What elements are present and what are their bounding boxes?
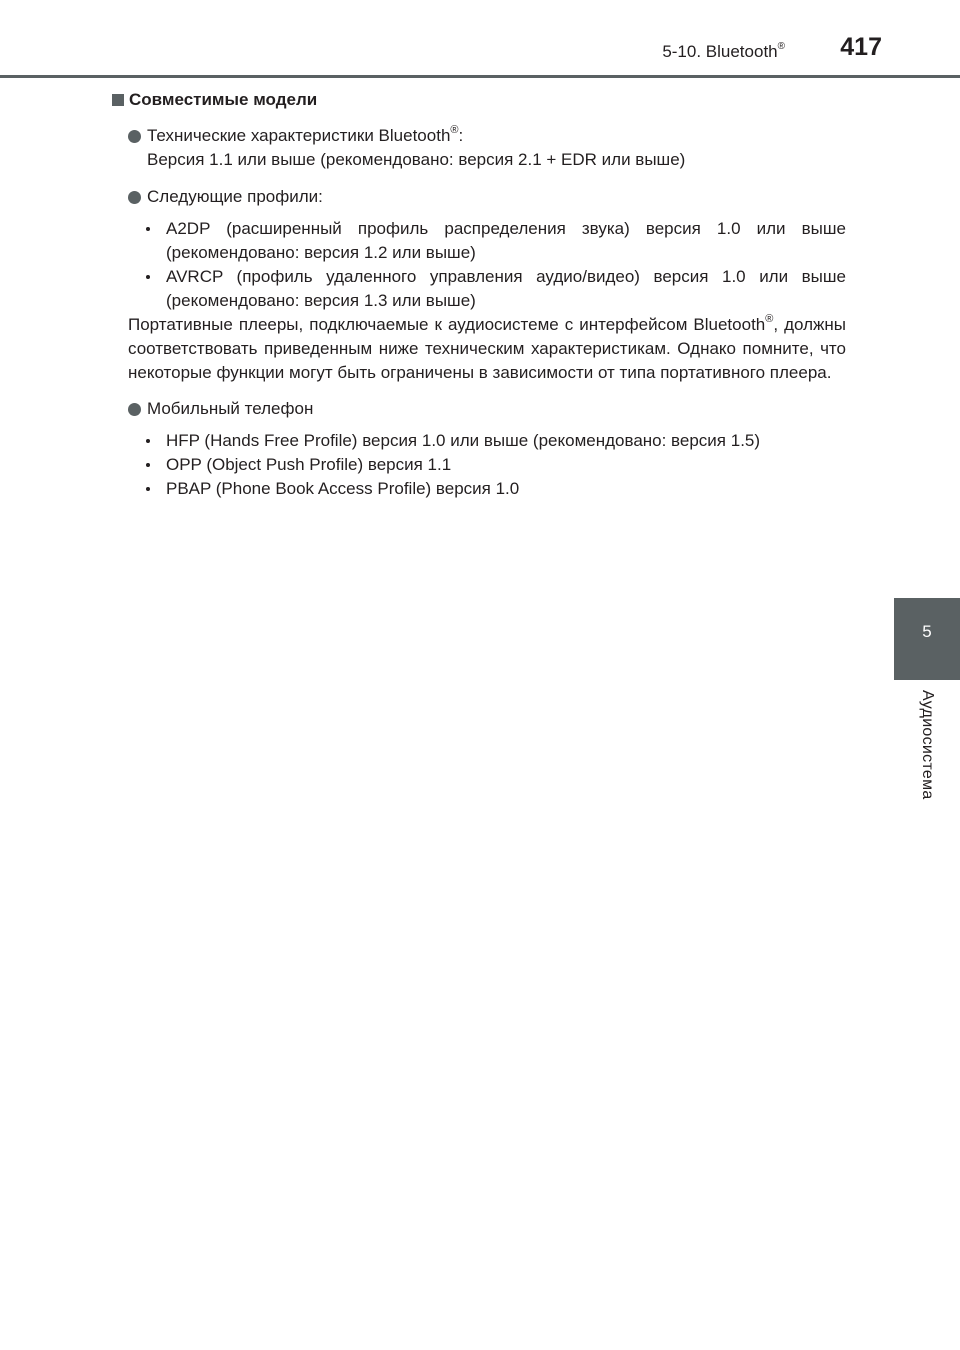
square-bullet-icon xyxy=(112,94,124,106)
profiles-label: Следующие профили: xyxy=(147,187,323,206)
page-header xyxy=(0,0,960,80)
registered-mark: ® xyxy=(450,124,459,136)
header-divider xyxy=(0,75,960,78)
spec-colon: : xyxy=(458,126,464,145)
chapter-tab xyxy=(894,598,960,680)
circle-bullet-icon xyxy=(128,403,141,416)
phone-label: Мобильный телефон xyxy=(147,399,314,418)
spec-line-2: Версия 1.1 или выше (рекомендовано: версия 2.1 + EDR или выше) xyxy=(147,150,686,169)
profile-a2dp: A2DP (расширенный профиль распределения звука) версия 1.0 или выше (рекомендовано: версия 1.2 или выше) xyxy=(166,219,846,262)
dot-bullet-icon xyxy=(146,275,150,279)
profiles-item xyxy=(110,185,846,209)
list-item xyxy=(110,477,846,501)
list-item xyxy=(110,265,846,313)
note-text-start: Портативные плееры, подключаемые к аудиосистеме с интерфейсом Bluetooth xyxy=(128,315,766,334)
dot-bullet-icon xyxy=(146,227,150,231)
chapter-label: Аудиосистема xyxy=(919,690,936,800)
profile-hfp: HFP (Hands Free Profile) версия 1.0 или выше (рекомендовано: версия 1.5) xyxy=(166,431,761,450)
list-item xyxy=(110,217,846,265)
spec-text: Технические характеристики Bluetooth xyxy=(147,126,451,145)
portable-player-note xyxy=(110,313,846,385)
registered-mark: ® xyxy=(765,313,774,325)
phone-profiles-list xyxy=(110,429,846,501)
section-label: 5-10. Bluetooth xyxy=(662,42,778,61)
note-text-end: , должны соответствовать приведенным ниже техническим характеристикам. Однако помните, что некоторые функции могут быть ограничены в зависимости от типа портативного плеера. xyxy=(128,315,846,382)
circle-bullet-icon xyxy=(128,191,141,204)
page-content xyxy=(110,88,846,501)
section-registered-mark: ® xyxy=(777,41,785,52)
circle-bullet-icon xyxy=(128,130,141,143)
chapter-number: 5 xyxy=(922,622,932,641)
compatible-models-heading xyxy=(110,88,846,112)
page-number: 417 xyxy=(840,33,882,61)
dot-bullet-icon xyxy=(146,439,150,443)
profile-opp: OPP (Object Push Profile) версия 1.1 xyxy=(166,455,452,474)
dot-bullet-icon xyxy=(146,487,150,491)
heading-text: Совместимые модели xyxy=(129,90,318,109)
list-item xyxy=(110,429,846,453)
profiles-list xyxy=(110,217,846,313)
dot-bullet-icon xyxy=(146,463,150,467)
profile-avrcp: AVRCP (профиль удаленного управления аудио/видео) версия 1.0 или выше (рекомендовано: версия 1.3 или выше) xyxy=(166,267,846,310)
spec-line-1 xyxy=(147,124,846,148)
phone-item xyxy=(110,397,846,421)
spec-item xyxy=(110,124,846,172)
list-item xyxy=(110,453,846,477)
profile-pbap: PBAP (Phone Book Access Profile) версия 1.0 xyxy=(166,479,520,498)
section-title-header xyxy=(662,42,785,62)
